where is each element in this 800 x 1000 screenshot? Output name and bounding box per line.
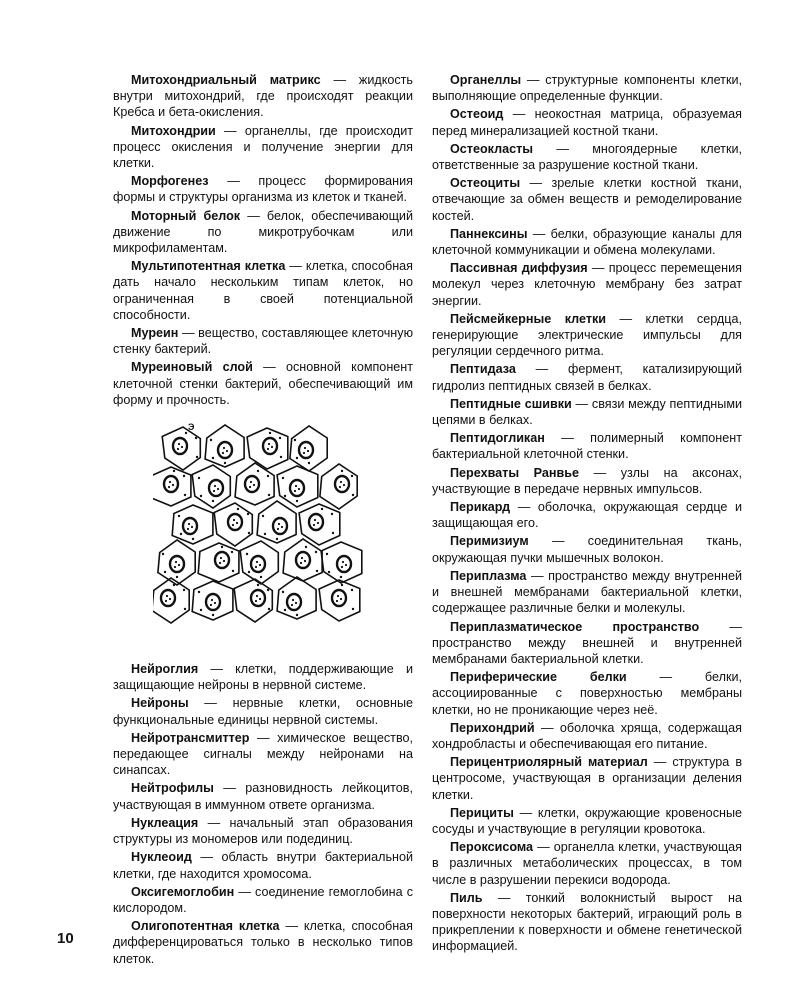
glossary-term: Перицентриолярный материал <box>450 755 648 770</box>
cytoplasm-granule <box>340 576 342 578</box>
glossary-entry <box>432 754 742 803</box>
cytoplasm-granule <box>352 608 354 610</box>
cytoplasm-granule <box>284 495 286 497</box>
cytoplasm-granule <box>257 584 259 586</box>
chromatin-dot <box>281 526 283 528</box>
glossary-entry <box>113 359 413 408</box>
cell-membrane <box>240 541 278 584</box>
cytoplasm-granule <box>308 462 310 464</box>
cell-membrane <box>153 578 189 623</box>
chromatin-dot <box>278 523 280 525</box>
chromatin-dot <box>187 528 189 530</box>
cytoplasm-granule <box>296 614 298 616</box>
cytoplasm-granule <box>162 553 164 555</box>
cytoplasm-granule <box>341 584 343 586</box>
glossary-entry <box>432 361 742 393</box>
chromatin-dot <box>303 452 305 454</box>
glossary-definition: — химическое вещество, передающее сигналы между нейронами на синапсах. <box>113 730 413 778</box>
cytoplasm-granule <box>282 477 284 479</box>
chromatin-dot <box>214 602 216 604</box>
glossary-definition: — клетка, способная дать начало нескольким типам клеток, но ограниченная в своей потенциальной способности. <box>113 259 414 322</box>
chromatin-dot <box>255 566 257 568</box>
cytoplasm-granule <box>212 614 214 616</box>
glossary-term: Олигопотентная клетка <box>131 919 280 934</box>
chromatin-dot <box>337 595 339 597</box>
chromatin-dot <box>342 561 344 563</box>
cytoplasm-granule <box>224 462 226 464</box>
cytoplasm-granule <box>176 576 178 578</box>
glossary-definition: — многоядерные клетки, ответственные за разрушение костной ткани. <box>432 141 742 173</box>
chromatin-dot <box>217 488 219 490</box>
glossary-term: Муреин <box>131 326 179 341</box>
cytoplasm-granule <box>185 432 187 434</box>
chromatin-dot <box>165 600 167 602</box>
chromatin-dot <box>294 490 296 492</box>
cell-nucleus <box>209 480 223 496</box>
glossary-term: Митохондриальный матрикс <box>131 73 321 87</box>
glossary-definition: — зрелые клетки костной ткани, отвечающие за обмен веществ и ремоделирование костей. <box>432 176 742 223</box>
glossary-term: Нуклеация <box>131 815 199 830</box>
cell-nucleus <box>170 556 184 572</box>
glossary-term: Митохондрии <box>131 123 216 138</box>
glossary-definition: — белки, ассоциированные с поверхностью мембраны клетки, но не проникающие через неё. <box>432 670 742 717</box>
chromatin-dot <box>340 598 342 600</box>
cell-membrane <box>290 426 327 471</box>
chromatin-dot <box>211 599 213 601</box>
cytoplasm-granule <box>210 439 212 441</box>
cytoplasm-granule <box>351 589 353 591</box>
glossary-entry <box>432 890 742 955</box>
chromatin-dot <box>268 443 270 445</box>
glossary-term: Остеоид <box>450 107 504 122</box>
chromatin-dot <box>314 519 316 521</box>
chromatin-dot <box>169 598 171 600</box>
cell-nucleus <box>299 442 313 458</box>
glossary-term: Морфогенез <box>131 174 209 189</box>
glossary-term: Пиль <box>450 890 483 905</box>
cytoplasm-granule <box>296 457 298 459</box>
glossary-term: Пероксисома <box>450 840 534 855</box>
glossary-definition: — органелла клетки, участвующая в различных метаболических процессах, в том числе в разрушении перекиси водорода. <box>432 840 743 887</box>
cytoplasm-granule <box>305 546 307 548</box>
glossary-definition: — разновидность лейкоцитов, участвующая в иммунном ответе организма. <box>113 781 413 812</box>
glossary-entry <box>113 849 413 881</box>
glossary-term: Периферические белки <box>450 670 627 685</box>
left-column <box>113 72 413 969</box>
cytoplasm-granule <box>351 475 353 477</box>
cytoplasm-granule <box>247 513 249 515</box>
glossary-definition: — белки, образующие каналы для клеточной коммуникации и обмена молекулами. <box>432 226 742 258</box>
glossary-term: Нейроглия <box>131 662 199 677</box>
chromatin-dot <box>253 484 255 486</box>
cytoplasm-granule <box>315 551 317 553</box>
cytoplasm-granule <box>212 500 214 502</box>
glossary-entry <box>432 106 742 138</box>
chromatin-dot <box>256 595 258 597</box>
cell-nucleus <box>337 556 351 572</box>
glossary-term: Остеоциты <box>450 176 521 191</box>
glossary-definition: — область внутри бактериальной клетки, где находится хромосома. <box>113 850 413 881</box>
chromatin-dot <box>236 522 238 524</box>
cytoplasm-granule <box>279 437 281 439</box>
glossary-definition: — белок, обеспечивающий движение по микротрубочкам или микрофиламентам. <box>113 208 414 256</box>
page-number: 10 <box>57 930 74 947</box>
cytoplasm-granule <box>276 538 278 540</box>
cell-nucleus <box>309 514 323 530</box>
glossary-term: Пептидогликан <box>450 431 545 446</box>
glossary-term: Нуклеоид <box>131 850 192 865</box>
glossary-definition: — пространство между внутренней и внешней мембранами бактериальной клетки, содержащее различные белки и молекулы. <box>432 568 742 616</box>
cytoplasm-granule <box>280 456 282 458</box>
cell-nucleus <box>164 476 178 492</box>
cytoplasm-granule <box>352 494 354 496</box>
glossary-definition: — клетка, способная дифференцироваться только в несколько типов клеток. <box>113 919 413 966</box>
glossary-definition: — структура в центросоме, участвующая в организации деления клетки. <box>432 755 743 802</box>
chromatin-dot <box>277 528 279 530</box>
cell-membrane <box>162 427 200 470</box>
cell-membrane <box>234 579 272 622</box>
chromatin-dot <box>188 523 190 525</box>
glossary-definition: — нервные клетки, основные функциональные единицы нервной системы. <box>113 696 413 727</box>
chromatin-dot <box>174 566 176 568</box>
cell-membrane <box>320 464 357 509</box>
glossary-term: Нейротрансмиттер <box>131 730 250 745</box>
glossary-definition: — фермент, катализирующий гидролиз пептидных связей в белках. <box>432 362 742 393</box>
cytoplasm-granule <box>200 609 202 611</box>
chromatin-dot <box>307 450 309 452</box>
cytoplasm-granule <box>294 439 296 441</box>
cytoplasm-granule <box>260 576 262 578</box>
glossary-entry <box>113 325 413 357</box>
chromatin-dot <box>259 598 261 600</box>
glossary-term: Паннексины <box>450 226 528 241</box>
glossary-definition: — оболочка, окружающая сердце и защищающая его. <box>432 500 743 531</box>
chromatin-dot <box>175 561 177 563</box>
chromatin-dot <box>304 447 306 449</box>
glossary-entry <box>113 258 413 323</box>
cytoplasm-granule <box>264 533 266 535</box>
glossary-entry <box>432 669 742 718</box>
glossary-term: Перимизиум <box>450 534 529 549</box>
cell-membrane <box>283 539 322 581</box>
cell-nucleus <box>215 552 229 568</box>
cell-nucleus <box>296 552 310 568</box>
glossary-term: Оксигемоглобин <box>131 884 235 899</box>
glossary-definition: — полимерный компонент бактериальной клеточной стенки. <box>432 431 742 462</box>
cytoplasm-granule <box>331 513 333 515</box>
glossary-block-bottom <box>113 661 413 967</box>
glossary-entry <box>113 918 413 967</box>
cell-nucleus <box>161 590 175 606</box>
chromatin-dot <box>295 485 297 487</box>
glossary-entry <box>432 311 742 360</box>
chromatin-dot <box>304 560 306 562</box>
glossary-definition: — клетки, окружающие кровеносные сосуды и участвующие в регуляции кровотока. <box>432 805 742 836</box>
glossary-term: Органеллы <box>450 73 522 87</box>
illustration-corner-mark: Э <box>188 422 195 433</box>
glossary-term: Остеокласты <box>450 141 534 156</box>
cytoplasm-granule <box>332 532 334 534</box>
glossary-definition: — пространство между внешней и внутренней мембранами бактериальной клетки. <box>432 619 742 666</box>
glossary-entry <box>432 805 742 837</box>
cell-nucleus <box>251 590 265 606</box>
chromatin-dot <box>177 448 179 450</box>
glossary-term: Перихондрий <box>450 720 535 735</box>
glossary-entry <box>432 839 742 888</box>
glossary-definition: — клетки, поддерживающие и защищающие нейроны в нервной системе. <box>113 662 413 693</box>
chromatin-dot <box>249 486 251 488</box>
chromatin-dot <box>295 602 297 604</box>
cytoplasm-granule <box>178 515 180 517</box>
cell-membrane <box>299 504 340 545</box>
cell-membrane <box>153 467 191 506</box>
chromatin-dot <box>300 562 302 564</box>
cell-nucleus <box>263 438 277 454</box>
chromatin-dot <box>214 485 216 487</box>
glossary-entry <box>113 123 413 172</box>
cytoplasm-granule <box>198 477 200 479</box>
cytoplasm-granule <box>198 591 200 593</box>
glossary-term: Перикард <box>450 500 511 515</box>
cytoplasm-granule <box>180 533 182 535</box>
glossary-term: Моторный белок <box>131 208 241 223</box>
glossary-entry <box>432 175 742 224</box>
glossary-term: Периплазма <box>450 568 527 583</box>
cytoplasm-granule <box>221 546 223 548</box>
cytoplasm-granule <box>212 457 214 459</box>
chromatin-dot <box>341 566 343 568</box>
chromatin-dot <box>233 519 235 521</box>
cytoplasm-granule <box>326 553 328 555</box>
glossary-definition: — основной компонент клеточной стенки бактерий, обеспечивающий им форму и прочность. <box>113 360 413 407</box>
glossary-entry <box>432 568 742 617</box>
cell-membrane <box>192 465 230 508</box>
cytoplasm-granule <box>282 591 284 593</box>
glossary-entry <box>432 430 742 462</box>
cell-nucleus <box>290 480 304 496</box>
glossary-definition: — соединительная ткань, окружающая пучки мышечных волокон. <box>432 534 743 565</box>
glossary-definition: — жидкость внутри митохондрий, где происходят реакции Кребса и бета-окисления. <box>113 73 413 120</box>
chromatin-dot <box>223 560 225 562</box>
right-column <box>432 72 742 957</box>
cytoplasm-granule <box>192 538 194 540</box>
cytoplasm-granule <box>200 495 202 497</box>
chromatin-dot <box>168 486 170 488</box>
glossary-definition: — тонкий волокнистый вырост на поверхности некоторых бактерий, играющий роль в прикреплении к поверхности и обмене генетической информацией. <box>432 890 743 954</box>
glossary-entry <box>113 661 413 693</box>
glossary-entry <box>113 208 413 257</box>
glossary-entry <box>113 173 413 205</box>
cytoplasm-granule <box>248 571 250 573</box>
chromatin-dot <box>301 557 303 559</box>
glossary-entry <box>432 396 742 428</box>
chromatin-dot <box>213 490 215 492</box>
glossary-definition: — неокостная матрица, образуемая перед минерализацией костной ткани. <box>432 107 743 138</box>
cytoplasm-granule <box>328 571 330 573</box>
cell-membrane <box>198 543 239 582</box>
glossary-entry <box>113 730 413 779</box>
cytoplasm-granule <box>267 589 269 591</box>
cytoplasm-granule <box>184 608 186 610</box>
cytoplasm-granule <box>268 608 270 610</box>
glossary-definition: — узлы на аксонах, участвующие в передаче нервных импульсов. <box>432 465 743 496</box>
cell-nucleus <box>173 438 187 454</box>
chromatin-dot <box>226 450 228 452</box>
chromatin-dot <box>210 604 212 606</box>
glossary-term: Периплазматическое пространство <box>450 619 700 634</box>
glossary-entry <box>432 260 742 309</box>
glossary-term: Нейроны <box>131 696 189 711</box>
glossary-entry <box>113 780 413 812</box>
glossary-entry <box>113 695 413 727</box>
cytoplasm-granule <box>269 432 271 434</box>
cell-nucleus <box>183 518 197 534</box>
glossary-entry <box>113 815 413 847</box>
cytoplasm-granule <box>262 515 264 517</box>
cytoplasm-granule <box>246 553 248 555</box>
cytoplasm-granule <box>341 470 343 472</box>
cell-nucleus <box>218 442 232 458</box>
chromatin-dot <box>343 484 345 486</box>
chromatin-dot <box>178 564 180 566</box>
cell-nucleus <box>332 590 346 606</box>
glossary-entry <box>113 72 413 121</box>
chromatin-dot <box>250 481 252 483</box>
glossary-entry <box>432 72 742 104</box>
glossary-definition: — процесс перемещения молекул через клеточную мембрану без затрат энергии. <box>432 261 742 308</box>
glossary-definition: — вещество, составляющее клеточную стенку бактерий. <box>113 326 414 357</box>
cell-nucleus <box>228 514 242 530</box>
chromatin-dot <box>169 481 171 483</box>
glossary-term: Пептидные сшивки <box>450 396 572 411</box>
glossary-block-top <box>113 72 413 408</box>
glossary-term: Перициты <box>450 805 514 820</box>
chromatin-dot <box>267 448 269 450</box>
cell-nucleus <box>206 594 220 610</box>
glossary-entry <box>432 499 742 531</box>
cytoplasm-granule <box>164 571 166 573</box>
chromatin-dot <box>172 484 174 486</box>
cell-tissue-illustration <box>153 424 373 639</box>
glossary-definition: — связи между пептидными цепями в белках. <box>432 396 743 428</box>
cytoplasm-granule <box>196 456 198 458</box>
cytoplasm-granule <box>183 475 185 477</box>
cytoplasm-granule <box>231 551 233 553</box>
chromatin-dot <box>223 447 225 449</box>
chromatin-dot <box>178 443 180 445</box>
cytoplasm-granule <box>316 570 318 572</box>
chromatin-dot <box>220 557 222 559</box>
cytoplasm-granule <box>237 508 239 510</box>
chromatin-dot <box>313 524 315 526</box>
cytoplasm-granule <box>321 508 323 510</box>
chromatin-dot <box>336 600 338 602</box>
chromatin-dot <box>298 488 300 490</box>
chromatin-dot <box>256 561 258 563</box>
cytoplasm-granule <box>184 494 186 496</box>
glossary-term: Пейсмейкерные клетки <box>450 311 607 326</box>
cytoplasm-granule <box>173 584 175 586</box>
cell-membrane <box>277 577 316 619</box>
glossary-entry <box>432 141 742 173</box>
glossary-entry <box>432 533 742 565</box>
chromatin-dot <box>271 446 273 448</box>
chromatin-dot <box>339 486 341 488</box>
cytoplasm-granule <box>248 532 250 534</box>
cytoplasm-granule <box>267 475 269 477</box>
cell-membrane <box>205 425 244 467</box>
glossary-term: Муреиновый слой <box>131 360 253 375</box>
chromatin-dot <box>340 481 342 483</box>
glossary-definition: — начальный этап образования структуры из мономеров или подединиц. <box>113 815 413 847</box>
glossary-definition: — структурные компоненты клетки, выполняющие определенные функции. <box>432 73 742 104</box>
cell-membrane <box>257 501 296 543</box>
cell-tissue-drawing <box>153 424 373 639</box>
chromatin-dot <box>222 452 224 454</box>
cytoplasm-granule <box>296 500 298 502</box>
glossary-term: Пассивная диффузия <box>450 261 588 276</box>
glossary-entry <box>432 226 742 258</box>
glossary-definition: — органеллы, где происходит процесс окисления и получение энергии для клетки. <box>113 123 413 171</box>
cell-membrane <box>319 580 360 621</box>
chromatin-dot <box>219 562 221 564</box>
glossary-entry <box>432 619 742 668</box>
glossary-entry <box>113 884 413 916</box>
chromatin-dot <box>292 599 294 601</box>
cytoplasm-granule <box>195 437 197 439</box>
chromatin-dot <box>181 446 183 448</box>
glossary-definition: — соединение гемоглобина с кислородом. <box>113 884 413 915</box>
chromatin-dot <box>291 604 293 606</box>
glossary-entry <box>432 465 742 497</box>
cell-nucleus <box>245 476 259 492</box>
chromatin-dot <box>166 595 168 597</box>
chromatin-dot <box>259 564 261 566</box>
glossary-definition: — оболочка хряща, содержащая хондробласты и обеспечивающая его питание. <box>432 720 742 751</box>
chromatin-dot <box>345 564 347 566</box>
cell-nucleus <box>335 476 349 492</box>
cytoplasm-granule <box>232 570 234 572</box>
glossary-term: Нейтрофилы <box>131 781 214 796</box>
chromatin-dot <box>232 524 234 526</box>
chromatin-dot <box>191 526 193 528</box>
glossary-entry <box>432 720 742 752</box>
cell-nucleus <box>273 518 287 534</box>
cytoplasm-granule <box>183 589 185 591</box>
cell-nucleus <box>251 556 265 572</box>
glossary-term: Пептидаза <box>450 362 516 377</box>
cytoplasm-granule <box>257 470 259 472</box>
cytoplasm-granule <box>268 494 270 496</box>
cell-nucleus <box>287 594 301 610</box>
glossary-term: Мультипотентная клетка <box>131 259 286 274</box>
glossary-definition: — процесс формирования формы и структуры организма из клеток и тканей. <box>113 174 413 205</box>
cytoplasm-granule <box>284 609 286 611</box>
glossary-term: Перехваты Ранвье <box>450 465 579 480</box>
cytoplasm-granule <box>173 470 175 472</box>
chromatin-dot <box>317 522 319 524</box>
chromatin-dot <box>255 600 257 602</box>
glossary-definition: — клетки сердца, генерирующие электрические импульсы для регуляции сердечного ритма. <box>432 311 742 359</box>
